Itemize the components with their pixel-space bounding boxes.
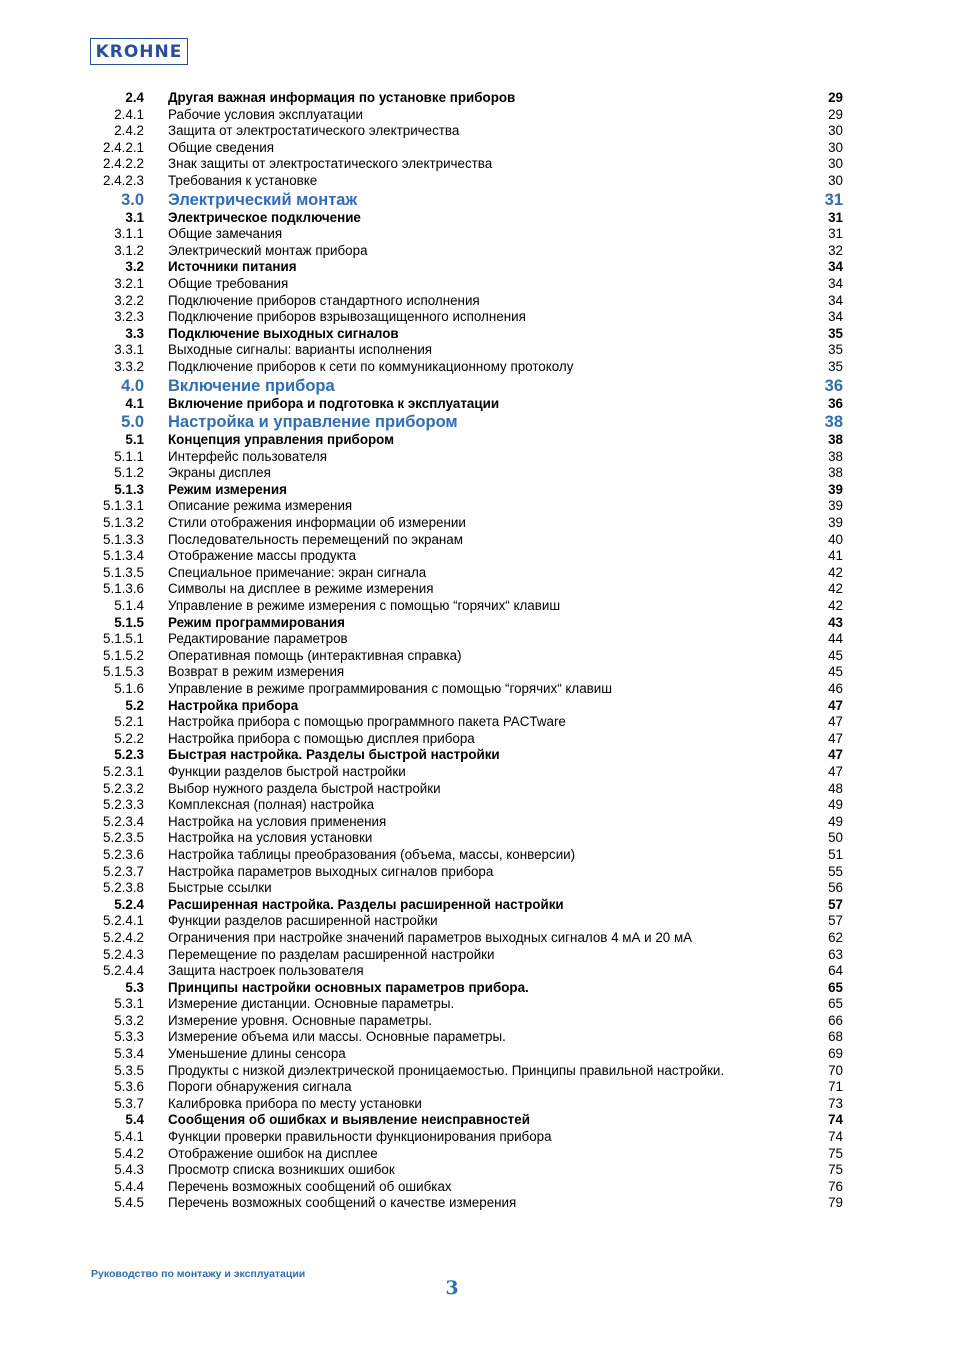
toc-entry [0,498,954,515]
toc-entry-page: 30 [828,172,843,188]
toc-entry-title: Включение прибора [168,376,335,395]
toc-entry [0,615,954,632]
toc-entry-page: 49 [828,813,843,829]
toc-entry-page: 73 [828,1095,843,1111]
toc-entry-number: 3.1 [125,209,144,225]
toc-entry [0,565,954,582]
page-number: 3 [445,1277,459,1299]
toc-entry-page: 45 [828,647,843,663]
toc-entry-number: 4.1 [125,395,144,411]
toc-entry-number: 5.1.5.2 [103,647,144,663]
toc-entry-title: Перемещение по разделам расширенной настройки [168,946,495,962]
toc-entry-page: 65 [828,979,843,995]
toc-entry-page: 34 [828,259,843,275]
toc-entry-title: Подключение приборов взрывозащищенного исполнения [168,309,526,325]
toc-entry-page: 42 [828,581,843,597]
toc-entry-title: Продукты с низкой диэлектрической проницаемостью. Принципы правильной настройки. [168,1062,725,1078]
toc-entry [0,1096,954,1113]
toc-entry [0,376,954,396]
toc-entry-page: 43 [828,614,843,630]
toc-entry-page: 34 [828,292,843,308]
toc-entry [0,880,954,897]
toc-entry-number: 3.3.2 [114,358,144,374]
toc-entry [0,293,954,310]
toc-entry-number: 5.3.1 [114,996,144,1012]
toc-entry-page: 31 [828,226,843,242]
toc-entry [0,226,954,243]
toc-entry-page: 50 [828,830,843,846]
toc-entry-page: 29 [828,90,843,105]
toc-entry [0,259,954,276]
toc-entry-page: 38 [824,413,843,432]
toc-entry [0,449,954,466]
toc-entry-title: Интерфейс пользователя [168,448,328,464]
toc-entry-title: Подключение выходных сигналов [168,325,399,341]
toc-entry-title: Отображение массы продукта [168,548,357,564]
toc-entry-title: Настройка прибора с помощью программного пакета PACTware [168,714,566,730]
toc-entry [0,847,954,864]
toc-entry-number: 5.4.2 [114,1145,144,1161]
toc-entry-title: Описание режима измерения [168,498,353,514]
toc-entry-number: 5.4.1 [114,1129,144,1145]
toc-entry-title: Настройка и управление прибором [168,413,458,432]
toc-entry-number: 5.3.6 [114,1079,144,1095]
toc-entry-title: Источники питания [168,259,297,275]
toc-entry-title: Настройка на условия установки [168,830,373,846]
toc-entry-page: 65 [828,996,843,1012]
toc-entry [0,515,954,532]
toc-entry-title: Выходные сигналы: варианты исполнения [168,342,433,358]
toc-entry-title: Управление в режиме измерения с помощью “горячих“ клавиш [168,598,561,614]
toc-entry [0,681,954,698]
toc-entry-title: Просмотр списка возникших ошибок [168,1162,395,1178]
toc-entry-number: 2.4.2.3 [103,172,144,188]
toc-entry-page: 47 [828,714,843,730]
toc-entry-title: Общие требования [168,275,289,291]
toc-entry-number: 3.1.1 [114,226,144,242]
toc-entry-title: Расширенная настройка. Разделы расширенной настройки [168,896,564,912]
toc-entry-title: Знак защиты от электростатического электричества [168,156,493,172]
toc-entry [0,830,954,847]
toc-entry-title: Пороги обнаружения сигнала [168,1079,352,1095]
toc-entry [0,1046,954,1063]
toc-entry-page: 47 [828,747,843,763]
toc-entry-number: 3.2.2 [114,292,144,308]
toc-entry-page: 38 [828,448,843,464]
toc-entry [0,1195,954,1212]
toc-entry-page: 47 [828,730,843,746]
toc-entry [0,1179,954,1196]
toc-entry [0,764,954,781]
toc-entry-number: 5.2.4.2 [103,929,144,945]
toc-entry-title: Режим измерения [168,481,287,497]
toc-entry-title: Калибровка прибора по месту установки [168,1095,422,1111]
toc-entry-number: 2.4.2 [114,123,144,139]
toc-entry-number: 5.3.5 [114,1062,144,1078]
toc-entry-number: 5.1.5 [114,614,144,630]
toc-entry-page: 74 [828,1112,843,1128]
toc-entry-page: 42 [828,598,843,614]
toc-entry-title: Функции проверки правильности функционирования прибора [168,1129,552,1145]
toc-entry-number: 5.4.4 [114,1178,144,1194]
toc-entry-title: Выбор нужного раздела быстрой настройки [168,780,441,796]
toc-entry-number: 2.4.1 [114,106,144,122]
toc-entry-page: 34 [828,275,843,291]
toc-entry-number: 3.2 [125,259,144,275]
toc-entry-title: Настройка на условия применения [168,813,387,829]
toc-entry-title: Настройка прибора [168,697,299,713]
toc-entry-number: 5.2 [125,697,144,713]
toc-entry-title: Уменьшение длины сенсора [168,1046,346,1062]
toc-entry-page: 64 [828,963,843,979]
toc-entry-title: Требования к установке [168,172,318,188]
toc-entry [0,548,954,565]
toc-entry-page: 75 [828,1162,843,1178]
toc-entry-number: 2.4 [125,90,144,105]
toc-entry-page: 30 [828,156,843,172]
toc-entry-page: 66 [828,1012,843,1028]
toc-entry [0,1063,954,1080]
toc-entry [0,1013,954,1030]
toc-entry [0,90,954,107]
toc-entry-number: 5.2.3.7 [103,863,144,879]
toc-entry-number: 5.1.3.4 [103,548,144,564]
toc-entry-title: Редактирование параметров [168,631,348,647]
toc-entry-number: 5.2.4 [114,896,144,912]
toc-entry-title: Рабочие условия эксплуатации [168,106,363,122]
toc-entry-number: 2.4.2.2 [103,156,144,172]
toc-entry-page: 35 [828,342,843,358]
toc-entry-number: 2.4.2.1 [103,139,144,155]
toc-entry-title: Подключение приборов к сети по коммуникационному протоколу [168,358,574,374]
toc-entry-title: Электрический монтаж [168,190,358,209]
toc-entry [0,1112,954,1129]
toc-entry-page: 39 [828,515,843,531]
toc-entry-title: Сообщения об ошибках и выявление неисправностей [168,1112,530,1128]
toc-entry-title: Настройка таблицы преобразования (объема, массы, конверсии) [168,846,576,862]
krohne-logo: KROHNE [90,38,188,65]
toc-entry [0,326,954,343]
toc-entry-number: 5.2.3.5 [103,830,144,846]
toc-entry-page: 40 [828,531,843,547]
toc-entry-number: 5.1.6 [114,681,144,696]
toc-entry-page: 71 [828,1079,843,1095]
toc-entry-number: 5.2.3.3 [103,797,144,813]
toc-entry-number: 4.0 [121,376,144,395]
toc-entry-number: 5.3.3 [114,1029,144,1045]
toc-entry-number: 3.3 [125,325,144,341]
toc-entry-number: 5.2.2 [114,730,144,746]
toc-entry-number: 5.3.7 [114,1095,144,1111]
toc-entry-title: Экраны дисплея [168,465,271,481]
toc-entry-title: Другая важная информация по установке приборов [168,90,516,105]
toc-entry [0,532,954,549]
toc-entry-title: Оперативная помощь (интерактивная справка) [168,647,462,663]
toc-entry-number: 5.2.3.8 [103,880,144,896]
toc-entry [0,781,954,798]
toc-entry [0,482,954,499]
toc-entry [0,243,954,260]
toc-entry [0,897,954,914]
toc-entry [0,947,954,964]
toc-entry [0,698,954,715]
toc-entry-number: 5.2.4.4 [103,963,144,979]
toc-entry-title: Отображение ошибок на дисплее [168,1145,378,1161]
toc-entry [0,140,954,157]
toc-entry [0,359,954,376]
toc-entry-page: 68 [828,1029,843,1045]
toc-entry-number: 5.1.3.5 [103,564,144,580]
toc-entry [0,631,954,648]
toc-entry [0,731,954,748]
toc-entry-page: 36 [828,395,843,411]
toc-entry-title: Перечень возможных сообщений о качестве измерения [168,1195,517,1211]
toc-entry-number: 5.2.3.4 [103,813,144,829]
toc-entry-page: 55 [828,863,843,879]
toc-entry-page: 76 [828,1178,843,1194]
toc-entry-title: Специальное примечание: экран сигнала [168,564,427,580]
toc-entry-title: Концепция управления прибором [168,432,395,448]
toc-entry-title: Режим программирования [168,614,345,630]
toc-entry-number: 5.4.3 [114,1162,144,1178]
toc-entry-page: 46 [828,681,843,696]
toc-entry-title: Общие замечания [168,226,283,242]
toc-entry-page: 74 [828,1129,843,1145]
toc-entry [0,664,954,681]
toc-entry-page: 70 [828,1062,843,1078]
toc-entry-title: Символы на дисплее в режиме измерения [168,581,434,597]
toc-entry-page: 47 [828,697,843,713]
toc-entry-number: 5.1.4 [114,598,144,614]
toc-entry-page: 48 [828,780,843,796]
toc-entry [0,1129,954,1146]
footer-text: Руководство по монтажу и эксплуатации [91,1268,306,1280]
toc-entry-page: 38 [828,432,843,448]
toc-entry-page: 45 [828,664,843,680]
toc-entry-number: 5.1.5.1 [103,631,144,647]
toc-entry [0,581,954,598]
toc-entry-number: 5.2.1 [114,714,144,730]
toc-entry-page: 49 [828,797,843,813]
toc-entry-number: 5.3 [125,979,144,995]
toc-entry-page: 31 [828,209,843,225]
toc-entry-number: 5.0 [121,413,144,432]
toc-entry-page: 42 [828,564,843,580]
toc-entry-number: 3.2.1 [114,275,144,291]
toc-entry-title: Ограничения при настройке значений параметров выходных сигналов 4 мА и 20 мА [168,929,693,945]
toc-entry [0,465,954,482]
toc-entry-number: 5.3.4 [114,1046,144,1062]
toc-entry [0,963,954,980]
toc-entry-page: 30 [828,123,843,139]
toc-entry-page: 75 [828,1145,843,1161]
toc-entry-title: Функции разделов расширенной настройки [168,913,438,929]
toc-entry-title: Настройка прибора с помощью дисплея прибора [168,730,475,746]
toc-entry-title: Настройка параметров выходных сигналов прибора [168,863,494,879]
toc-entry [0,864,954,881]
toc-entry-title: Защита от электростатического электричества [168,123,460,139]
toc-entry-number: 3.0 [121,190,144,209]
toc-entry-title: Электрический монтаж прибора [168,242,368,258]
toc-entry [0,714,954,731]
toc-entry [0,1146,954,1163]
toc-entry-page: 57 [828,896,843,912]
toc-entry [0,598,954,615]
toc-entry-title: Последовательность перемещений по экранам [168,531,463,547]
toc-entry-title: Электрическое подключение [168,209,361,225]
toc-entry [0,396,954,413]
toc-entry-number: 5.2.3.1 [103,763,144,779]
toc-entry-page: 47 [828,763,843,779]
toc-entry-number: 5.1.2 [114,465,144,481]
toc-entry-title: Комплексная (полная) настройка [168,797,375,813]
toc-entry-title: Подключение приборов стандартного исполнения [168,292,480,308]
toc-entry-page: 56 [828,880,843,896]
toc-entry-title: Измерение объема или массы. Основные параметры. [168,1029,506,1045]
toc-entry-page: 38 [828,465,843,481]
toc-entry-number: 5.1.3 [114,481,144,497]
toc-entry-title: Функции разделов быстрой настройки [168,763,406,779]
toc-entry-page: 32 [828,242,843,258]
toc-entry-page: 39 [828,481,843,497]
toc-entry-title: Стили отображения информации об измерении [168,515,466,531]
toc-entry-number: 5.2.3.2 [103,780,144,796]
toc-entry [0,210,954,227]
toc-entry-title: Защита настроек пользователя [168,963,364,979]
toc-entry-page: 57 [828,913,843,929]
toc-entry-number: 5.3.2 [114,1012,144,1028]
toc-entry-title: Быстрые ссылки [168,880,272,896]
toc-entry [0,648,954,665]
toc-entry-title: Измерение уровня. Основные параметры. [168,1012,432,1028]
toc-entry-title: Общие сведения [168,139,274,155]
toc-entry-number: 5.1.1 [114,448,144,464]
toc-entry [0,123,954,140]
toc-entry-page: 29 [828,106,843,122]
toc-entry-title: Принципы настройки основных параметров прибора. [168,979,529,995]
toc-entry [0,747,954,764]
toc-entry-number: 3.1.2 [114,242,144,258]
toc-entry-page: 44 [828,631,843,647]
toc-entry [0,1162,954,1179]
toc-entry-page: 41 [828,548,843,564]
toc-entry [0,814,954,831]
toc-entry-title: Измерение дистанции. Основные параметры. [168,996,455,1012]
toc-entry [0,930,954,947]
toc-entry-page: 63 [828,946,843,962]
toc-entry-number: 5.2.3.6 [103,846,144,862]
table-of-contents [0,90,954,1212]
toc-entry [0,276,954,293]
toc-entry [0,412,954,432]
toc-entry [0,996,954,1013]
toc-entry [0,107,954,124]
toc-entry-page: 69 [828,1046,843,1062]
toc-entry [0,190,954,210]
toc-entry-page: 30 [828,139,843,155]
toc-entry-page: 39 [828,498,843,514]
toc-entry-number: 5.2.4.3 [103,946,144,962]
toc-entry-page: 79 [828,1195,843,1211]
toc-entry-number: 5.1.3.3 [103,531,144,547]
toc-entry-page: 62 [828,929,843,945]
toc-entry [0,173,954,190]
toc-entry [0,980,954,997]
toc-entry-number: 5.1.3.6 [103,581,144,597]
toc-entry [0,309,954,326]
toc-entry-title: Управление в режиме программирования с помощью “горячих“ клавиш [168,681,613,696]
toc-entry [0,156,954,173]
toc-entry [0,913,954,930]
toc-entry [0,1079,954,1096]
toc-entry-page: 31 [824,190,843,209]
toc-entry-number: 3.3.1 [114,342,144,358]
toc-entry-page: 34 [828,309,843,325]
toc-entry-number: 3.2.3 [114,309,144,325]
toc-entry-title: Включение прибора и подготовка к эксплуатации [168,395,500,411]
toc-entry [0,342,954,359]
toc-entry [0,797,954,814]
toc-entry-number: 5.1 [125,432,144,448]
toc-entry-page: 51 [828,846,843,862]
toc-entry-page: 36 [824,376,843,395]
toc-entry-page: 35 [828,358,843,374]
toc-entry-number: 5.1.5.3 [103,664,144,680]
toc-entry [0,1029,954,1046]
toc-entry [0,432,954,449]
toc-entry-number: 5.2.4.1 [103,913,144,929]
toc-entry-number: 5.1.3.1 [103,498,144,514]
toc-entry-number: 5.1.3.2 [103,515,144,531]
toc-entry-page: 35 [828,325,843,341]
toc-entry-number: 5.4 [125,1112,144,1128]
toc-entry-title: Возврат в режим измерения [168,664,345,680]
toc-entry-title: Быстрая настройка. Разделы быстрой настройки [168,747,500,763]
toc-entry-number: 5.4.5 [114,1195,144,1211]
toc-entry-title: Перечень возможных сообщений об ошибках [168,1178,452,1194]
toc-entry-number: 5.2.3 [114,747,144,763]
